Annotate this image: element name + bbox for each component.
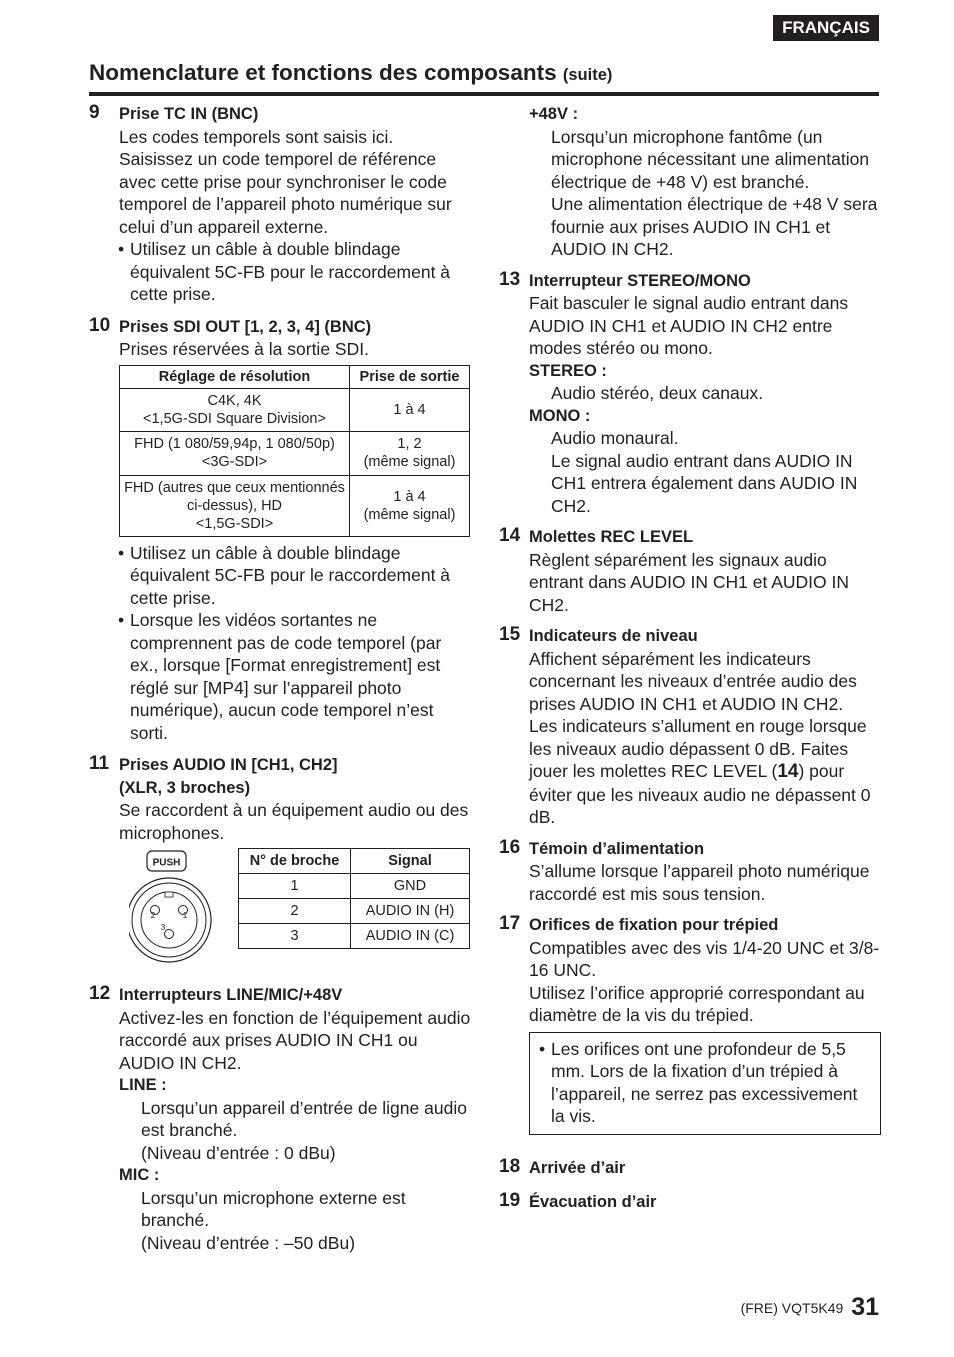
- item-text: Les codes temporels sont saisis ici. Saisissez un code temporel de référence avec cette prise pour synchroniser le code temporel de l’appareil photo numérique sur celui d’un appareil externe.: [119, 126, 452, 237]
- item-number: 19: [499, 1190, 521, 1211]
- item-number: 15: [499, 624, 521, 645]
- table-cell: GND: [351, 874, 470, 899]
- p48-text: Une alimentation électrique de +48 V sera fournie aux prises AUDIO IN CH1 et AUDIO IN CH2.: [551, 194, 878, 259]
- p48-text: Lorsqu’un microphone fantôme (un microphone nécessitant une alimentation électrique de +48 V) est branché.: [551, 126, 870, 192]
- item-text: Se raccordent à un équipement audio ou des microphones.: [119, 800, 469, 843]
- table-cell: 3: [239, 924, 351, 949]
- item-13: [499, 270, 881, 518]
- table-cell: AUDIO IN (H): [351, 899, 470, 924]
- item-number: 17: [499, 913, 521, 934]
- note-box: [529, 1032, 881, 1135]
- title-rule: [89, 92, 879, 96]
- item-17: [499, 914, 881, 1135]
- item-title: Prise TC IN (BNC): [119, 105, 259, 123]
- cell-line: FHD (autres que ceux mentionnés ci-dessus), HD: [124, 479, 345, 514]
- stereo-text: Audio stéréo, deux canaux.: [551, 383, 764, 403]
- bullet-note: • Les orifices ont une profondeur de 5,5 mm. Lors de la fixation d’un trépied à l’appareil, ne serrez pas excessivement la vis.: [540, 1038, 870, 1128]
- pin-label: 3: [160, 923, 166, 932]
- item-title: Interrupteur STEREO/MONO: [529, 271, 751, 290]
- left-column: [89, 103, 471, 1263]
- page-number: 31: [851, 1293, 879, 1321]
- item-number: 13: [499, 268, 521, 290]
- page-footer: [741, 1290, 879, 1325]
- item-reference: 14: [777, 761, 799, 782]
- item-title-line2: (XLR, 3 broches): [119, 778, 251, 797]
- item-title: Indicateurs de niveau: [529, 627, 698, 645]
- mic-text: Lorsqu’un microphone externe est branché.: [141, 1187, 406, 1230]
- cell-line: <1,5G-SDI Square Division>: [143, 410, 326, 427]
- table-cell: AUDIO IN (C): [351, 924, 470, 949]
- item-text: Règlent séparément les signaux audio entrant dans AUDIO IN CH1 et AUDIO IN CH2.: [529, 549, 849, 615]
- xlr-connector-diagram: [129, 848, 219, 966]
- item-title: Témoin d’alimentation: [529, 839, 705, 858]
- mono-text: Le signal audio entrant dans AUDIO IN CH1 entrera également dans AUDIO IN CH2.: [551, 450, 858, 516]
- mic-level: (Niveau d’entrée : –50 dBu): [141, 1232, 356, 1253]
- item-9: [89, 103, 471, 306]
- xlr-figure: [119, 848, 471, 974]
- mono-text: Audio monaural.: [551, 428, 679, 448]
- item-16: [499, 838, 881, 906]
- p48-label: +48V :: [529, 105, 579, 123]
- xlr-pin-table: [238, 848, 470, 949]
- item-10: [89, 316, 471, 745]
- line-level: (Niveau d’entrée : 0 dBu): [141, 1142, 336, 1163]
- item-number: 9: [89, 102, 100, 123]
- cell-line: (même signal): [363, 454, 456, 470]
- item-text: S’allume lorsque l’appareil photo numérique raccordé est mis sous tension.: [529, 861, 870, 904]
- item-number: 10: [89, 314, 111, 336]
- item-title: Orifices de fixation pour trépied: [529, 916, 779, 934]
- item-title: Prises SDI OUT [1, 2, 3, 4] (BNC): [119, 317, 372, 336]
- item-number: 18: [499, 1155, 521, 1177]
- item-number: 16: [499, 836, 521, 858]
- item-15: [499, 625, 881, 829]
- item-18: [499, 1157, 881, 1180]
- item-title: Molettes REC LEVEL: [529, 528, 694, 546]
- cell-line: <1,5G-SDI>: [195, 515, 274, 532]
- table-header: Prise de sortie: [350, 365, 470, 388]
- table-cell: [350, 388, 470, 431]
- item-title: Interrupteurs LINE/MIC/+48V: [119, 986, 343, 1004]
- item-text: Activez-les en fonction de l’équipement audio raccordé aux prises AUDIO IN CH1 ou AUDIO IN CH2.: [119, 1007, 471, 1073]
- cell-line: (même signal): [363, 506, 456, 523]
- page-title-text: Nomenclature et fonctions des composants: [89, 60, 557, 85]
- page-title-suffix: (suite): [562, 66, 613, 84]
- line-text: Lorsqu’un appareil d’entrée de ligne audio est branché.: [141, 1097, 467, 1140]
- cell-line: FHD (1 080/59,94p, 1 080/50p): [134, 436, 335, 452]
- item-text: Prises réservées à la sortie SDI.: [119, 339, 369, 359]
- bullet-note: • Lorsque les vidéos sortantes ne comprennent pas de code temporel (par ex., lorsque [Format enregistrement] est réglé sur [MP4] sur l’appareil photo numérique), aucun code temporel n’est sorti.: [119, 609, 471, 744]
- table-cell: [350, 475, 470, 536]
- pin-label: 1: [182, 911, 188, 920]
- page-title: [89, 58, 612, 90]
- line-label: LINE :: [119, 1076, 167, 1094]
- mono-label: MONO :: [529, 406, 591, 425]
- text-part: ) pour éviter que les niveaux audio ne dépassent 0 dB.: [529, 761, 871, 827]
- table-header: Réglage de résolution: [120, 365, 350, 388]
- item-14: [499, 526, 881, 616]
- pin-label: 2: [150, 911, 156, 920]
- cell-line: 1 à 4: [393, 401, 426, 418]
- table-header: Signal: [351, 849, 470, 874]
- item-19: [499, 1191, 881, 1214]
- bullet-note: • Utilisez un câble à double blindage équivalent 5C-FB pour le raccordement à cette prise.: [119, 238, 471, 306]
- cell-line: 1, 2: [397, 436, 422, 452]
- language-badge: FRANÇAIS: [773, 15, 879, 41]
- table-cell: [120, 475, 350, 536]
- pin-3: [165, 930, 174, 939]
- cell-line: C4K, 4K: [207, 392, 262, 409]
- sdi-output-table: [119, 365, 470, 537]
- xlr-face: [141, 892, 197, 948]
- mic-label: MIC :: [119, 1166, 160, 1184]
- table-cell: [120, 431, 350, 475]
- item-12: [89, 984, 471, 1254]
- push-label: PUSH: [152, 857, 181, 869]
- item-text: Compatibles avec des vis 1/4-20 UNC et 3/8-16 UNC.: [529, 937, 880, 980]
- item-title: Évacuation d’air: [529, 1193, 657, 1211]
- item-text: Affichent séparément les indicateurs concernant les niveaux d’entrée audio des prises AUDIO IN CH1 et AUDIO IN CH2.: [529, 648, 857, 714]
- cell-line: 1 à 4: [393, 488, 426, 505]
- item-number: 11: [89, 753, 110, 774]
- item-number: 14: [499, 525, 521, 546]
- document-code: (FRE) VQT5K49: [740, 1300, 844, 1316]
- table-cell: 2: [239, 899, 351, 924]
- table-cell: [120, 388, 350, 431]
- table-cell: 1: [239, 874, 351, 899]
- item-title: Prises AUDIO IN [CH1, CH2]: [119, 756, 338, 774]
- item-text: [529, 715, 881, 829]
- right-column: [499, 103, 881, 1223]
- item-text: Utilisez l’orifice approprié correspondant au diamètre de la vis du trépied.: [529, 982, 865, 1025]
- stereo-label: STEREO :: [529, 361, 607, 380]
- cell-line: <3G-SDI>: [201, 454, 268, 470]
- item-11: [89, 754, 471, 974]
- table-header: N° de broche: [239, 849, 351, 874]
- item-12-continued: [499, 103, 881, 261]
- item-number: 12: [89, 983, 111, 1004]
- table-cell: [350, 431, 470, 475]
- item-text: Fait basculer le signal audio entrant dans AUDIO IN CH1 et AUDIO IN CH2 entre modes stéréo ou mono.: [529, 293, 849, 358]
- bullet-note: • Utilisez un câble à double blindage équivalent 5C-FB pour le raccordement à cette prise.: [119, 542, 471, 610]
- text-part: Les indicateurs s’allument en rouge lorsque les niveaux audio dépassent 0 dB. Faites jouer les molettes REC LEVEL (: [529, 716, 867, 781]
- item-title: Arrivée d’air: [529, 1158, 626, 1177]
- xlr-key-notch: [165, 892, 173, 897]
